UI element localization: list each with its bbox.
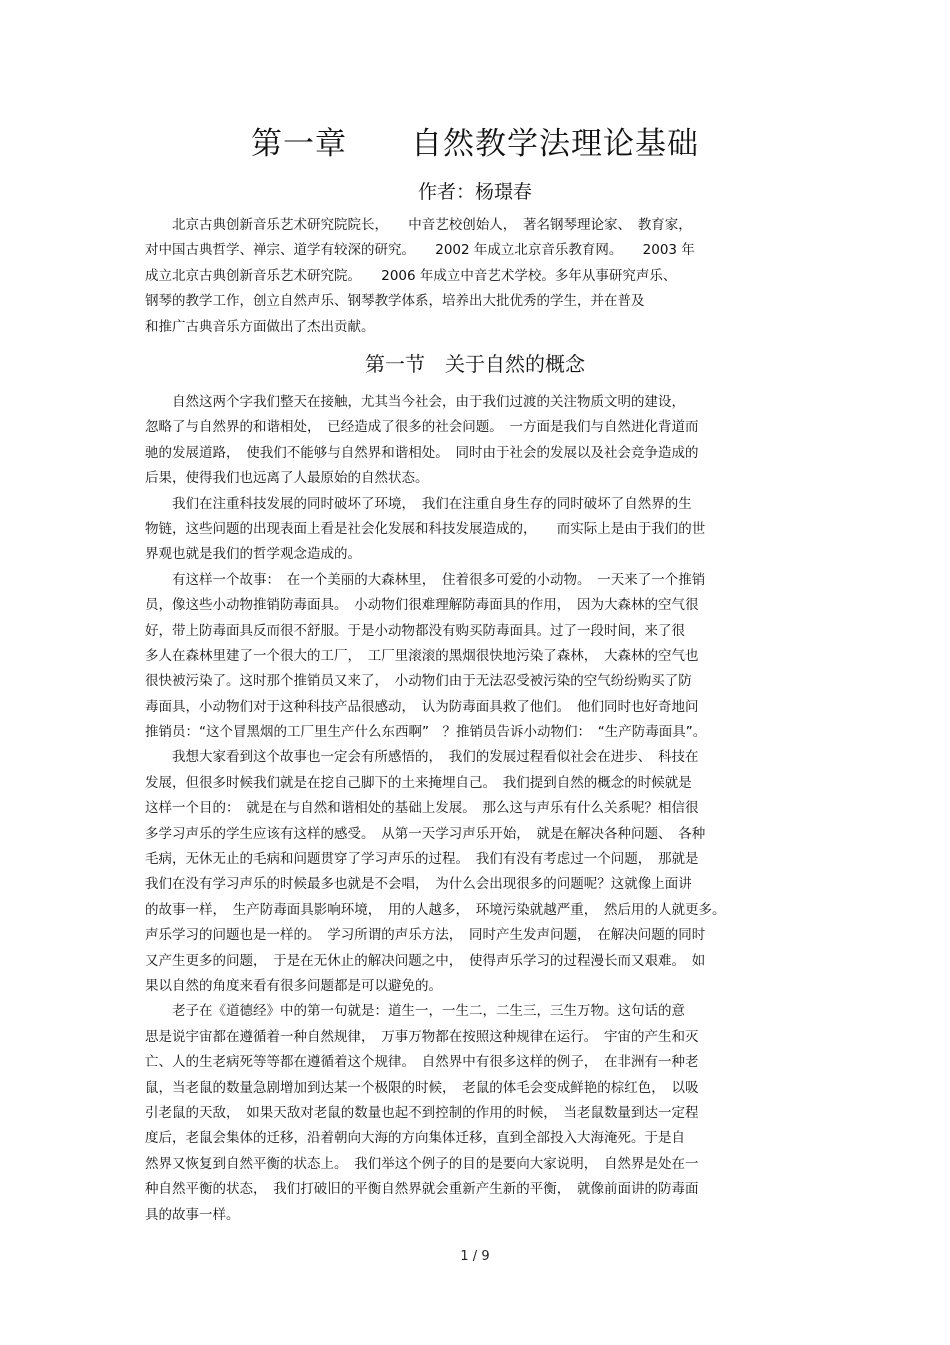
body-line: 鼠，当老鼠的数量急剧增加到达某一个极限的时候， 老鼠的体毛会变成鲜艳的棕红色， 以吸 [145,1079,699,1096]
body-line: 然界又恢复到自然平衡的状态上。 我们举这个例子的目的是要向大家说明， 自然界是处在一 [145,1155,699,1172]
body-line: 我们在注重科技发展的同时破坏了环境， 我们在注重自身生存的同时破坏了自然界的生 [145,495,692,512]
body-line: 毒面具，小动物们对于这种科技产品很感动， 认为防毒面具救了他们。 他们同时也好奇地问 [145,698,699,715]
body-line: 声乐学习的问题也是一样的。 学习所谓的声乐方法， 同时产生发声问题， 在解决问题的同时 [145,927,706,944]
body-line: 驰的发展道路， 使我们不能够与自然界和谐相处。 同时由于社会的发展以及社会竞争造成的 [145,444,699,461]
body-line: 自然这两个字我们整天在接触，尤其当今社会，由于我们过渡的关注物质文明的建设， [145,394,685,410]
body-line: 很快被污染了。这时那个推销员又来了， 小动物们由于无法忍受被污染的空气纷纷购买了防 [145,673,692,690]
body-line: 这样一个目的： 就是在与自然和谐相处的基础上发展。 那么这与声乐有什么关系呢？相信很 [145,800,699,817]
body-line: 物链，这些问题的出现表面上看是社会化发展和科技发展造成的， 而实际上是由于我们的世 [145,520,706,537]
body-line: 界观也就是我们的哲学观念造成的。 [145,546,361,563]
author-line: 作者：杨璟春 [417,181,532,203]
body-line: 具的故事一样。 [145,1206,240,1223]
body-line: 思是说宇宙都在遵循着一种自然规律， 万事万物都在按照这种规律在运行。 宇宙的产生和灭 [145,1028,699,1045]
section-body [145,390,810,1228]
body-line: 我想大家看到这个故事也一定会有所感悟的， 我们的发展过程看似社会在进步、 科技在 [145,749,699,766]
body-line: 员，像这些小动物推销防毒面具。 小动物们很难理解防毒面具的作用， 因为大森林的空气很 [145,597,699,614]
body-line: 忽略了与自然界的和谐相处， 已经造成了很多的社会问题。 一方面是我们与自然进化背道而 [145,419,699,436]
body-line: 种自然平衡的状态， 我们打破旧的平衡自然界就会重新产生新的平衡， 就像前面讲的防毒面 [145,1181,699,1198]
body-line: 后果，使得我们也远离了人最原始的自然状态。 [145,470,429,487]
body-line: 好，带上防毒面具反而很不舒服。于是小动物都没有购买防毒面具。过了一段时间，来了很 [145,622,685,639]
body-line: 毛病，无休无止的毛病和问题贯穿了学习声乐的过程。 我们有没有考虑过一个问题， 那就是 [145,851,699,868]
body-line: 又产生更多的问题， 于是在无休止的解决问题之中， 使得声乐学习的过程漫长而又艰难。 如 [145,952,706,969]
intro-line: 对中国古典哲学、禅宗、道学有较深的研究。 2002 年成立北京音乐教育网。 2003 年 [145,242,695,259]
body-line: 有这样一个故事： 在一个美丽的大森林里， 住着很多可爱的小动物。 一天来了一个推销 [145,571,706,588]
body-line: 度后，老鼠会集体的迁移，沿着朝向大海的方向集体迁移，直到全部投入大海淹死。于是自 [145,1130,685,1147]
body-line: 果以自然的角度来看有很多问题都是可以避免的。 [145,977,442,994]
body-line: 引老鼠的天敌， 如果天敌对老鼠的数量也起不到控制的作用的时候， 当老鼠数量到达一定程 [145,1104,699,1121]
body-line: 多学习声乐的学生应该有这样的感受。 从第一天学习声乐开始， 就是在解决各种问题、 各种 [145,825,706,842]
body-line: 老子在《道德经》中的第一句就是：道生一，一生二，二生三，三生万物。这句话的意 [145,1003,685,1020]
intro-line: 北京古典创新音乐艺术研究院院长， 中音艺校创始人， 著名钢琴理论家、 教育家， [145,217,692,233]
chapter-title: 第一章 自然教学法理论基础 [251,126,699,162]
body-line: 发展，但很多时候我们就是在挖自己脚下的土来掩埋自己。 我们提到自然的概念的时候就是 [145,774,692,791]
intro-line: 和推广古典音乐方面做出了杰出贡献。 [145,318,375,335]
section-title: 第一节 关于自然的概念 [365,352,585,376]
body-line: 我们在没有学习声乐的时候最多也就是不会唱， 为什么会出现很多的问题呢？这就像上面讲 [145,876,692,893]
body-line: 多人在森林里建了一个很大的工厂， 工厂里滚滚的黑烟很快地污染了森林， 大森林的空气也 [145,647,699,664]
body-line: 亡、人的生老病死等等都在遵循着这个规律。 自然界中有很多这样的例子， 在非洲有一种老 [145,1054,699,1071]
author-intro [145,213,810,340]
body-line: 推销员：“这个冒黑烟的工厂里生产什么东西啊” ？推销员告诉小动物们： “生产防毒面具”。 [145,724,707,741]
intro-line: 钢琴的教学工作，创立自然声乐、钢琴教学体系，培养出大批优秀的学生，并在普及 [145,293,645,310]
body-line: 的故事一样， 生产防毒面具影响环境， 用的人越多， 环境污染就越严重， 然后用的人就更多。 [145,901,726,918]
intro-line: 成立北京古典创新音乐艺术研究院。 2006 年成立中音艺术学校。多年从事研究声乐、 [145,267,677,284]
page-number: 1 / 9 [460,1249,490,1264]
